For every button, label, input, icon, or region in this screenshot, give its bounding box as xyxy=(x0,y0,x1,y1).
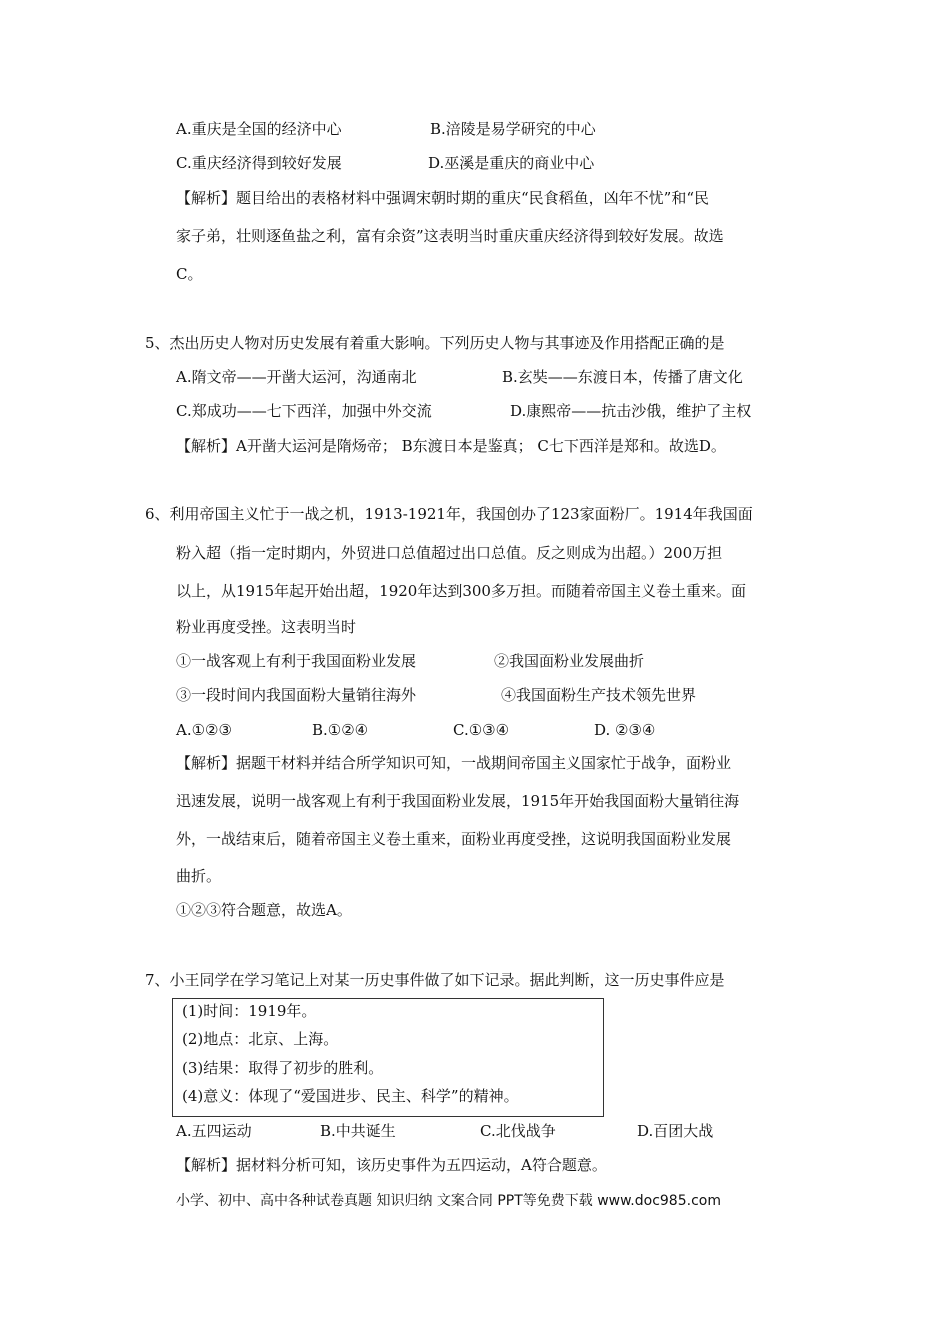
q5-analysis: 【解析】A开凿大运河是隋炀帝； B东渡日本是鉴真； C七下西洋是郑和。故选D。 xyxy=(176,437,726,455)
q7-record-line-1: (1)时间：1919年。 xyxy=(182,1002,317,1020)
q4-option-a: A.重庆是全国的经济中心 xyxy=(176,120,342,138)
q4-option-b: B.涪陵是易学研究的中心 xyxy=(430,120,596,138)
q7-option-b: B.中共诞生 xyxy=(320,1122,396,1140)
q7-analysis: 【解析】据材料分析可知，该历史事件为五四运动，A符合题意。 xyxy=(176,1156,607,1174)
q6-statement-1: ①一战客观上有利于我国面粉业发展 xyxy=(176,652,417,670)
q4-analysis-line-2: 家子弟，壮则逐鱼盐之利，富有余资”这表明当时重庆重庆经济得到较好发展。故选 xyxy=(176,227,724,245)
page-footer: 小学、初中、高中各种试卷真题 知识归纳 文案合同 PPT等免费下载 www.doc985.com xyxy=(176,1193,721,1209)
q5-option-b: B.玄奘——东渡日本，传播了唐文化 xyxy=(502,368,743,386)
q5-option-c: C.郑成功——七下西洋，加强中外交流 xyxy=(176,402,432,420)
q7-record-line-4: (4)意义：体现了“爱国进步、民主、科学”的精神。 xyxy=(182,1087,519,1105)
q5-option-a: A.隋文帝——开凿大运河，沟通南北 xyxy=(176,368,417,386)
q6-stem-line-1: 6、利用帝国主义忙于一战之机，1913-1921年，我国创办了123家面粉厂。1914年我国面 xyxy=(145,505,753,523)
q6-analysis-line-4: 曲折。 xyxy=(176,867,222,885)
q5-option-d: D.康熙帝——抗击沙俄，维护了主权 xyxy=(510,402,752,420)
q7-stem: 7、小王同学在学习笔记上对某一历史事件做了如下记录。据此判断，这一历史事件应是 xyxy=(145,971,725,989)
q6-stem-line-3: 以上，从1915年起开始出超，1920年达到300多万担。而随着帝国主义卷土重来。面 xyxy=(176,582,746,600)
q4-analysis-line-3: C。 xyxy=(176,265,203,283)
q6-statement-4: ④我国面粉生产技术领先世界 xyxy=(501,686,697,704)
q7-record-line-3: (3)结果：取得了初步的胜利。 xyxy=(182,1059,384,1077)
q4-analysis-line-1: 【解析】题目给出的表格材料中强调宋朝时期的重庆“民食稻鱼，凶年不忧”和“民 xyxy=(176,189,710,207)
q6-option-b: B.①②④ xyxy=(312,721,369,739)
q6-analysis-line-1: 【解析】据题干材料并结合所学知识可知，一战期间帝国主义国家忙于战争，面粉业 xyxy=(176,754,732,772)
q4-option-c: C.重庆经济得到较好发展 xyxy=(176,154,342,172)
q6-analysis-line-2: 迅速发展，说明一战客观上有利于我国面粉业发展，1915年开始我国面粉大量销往海 xyxy=(176,792,740,810)
q6-option-c: C.①③④ xyxy=(453,721,510,739)
q6-option-d: D. ②③④ xyxy=(594,721,656,739)
q7-record-line-2: (2)地点：北京、上海。 xyxy=(182,1030,339,1048)
q7-option-a: A.五四运动 xyxy=(176,1122,252,1140)
q6-statement-3: ③一段时间内我国面粉大量销往海外 xyxy=(176,686,417,704)
q5-stem: 5、杰出历史人物对历史发展有着重大影响。下列历史人物与其事迹及作用搭配正确的是 xyxy=(145,334,725,352)
q6-statement-2: ②我国面粉业发展曲折 xyxy=(494,652,645,670)
q6-analysis-line-3: 外，一战结束后，随着帝国主义卷土重来，面粉业再度受挫，这说明我国面粉业发展 xyxy=(176,830,732,848)
q7-option-c: C.北伐战争 xyxy=(480,1122,556,1140)
q6-stem-line-4: 粉业再度受挫。这表明当时 xyxy=(176,618,357,636)
q4-option-d: D.巫溪是重庆的商业中心 xyxy=(428,154,595,172)
q6-analysis-line-5: ①②③符合题意，故选A。 xyxy=(176,901,352,919)
q6-option-a: A.①②③ xyxy=(176,721,232,739)
q6-stem-line-2: 粉入超（指一定时期内，外贸进口总值超过出口总值。反之则成为出超。）200万担 xyxy=(176,544,723,562)
q7-option-d: D.百团大战 xyxy=(637,1122,714,1140)
